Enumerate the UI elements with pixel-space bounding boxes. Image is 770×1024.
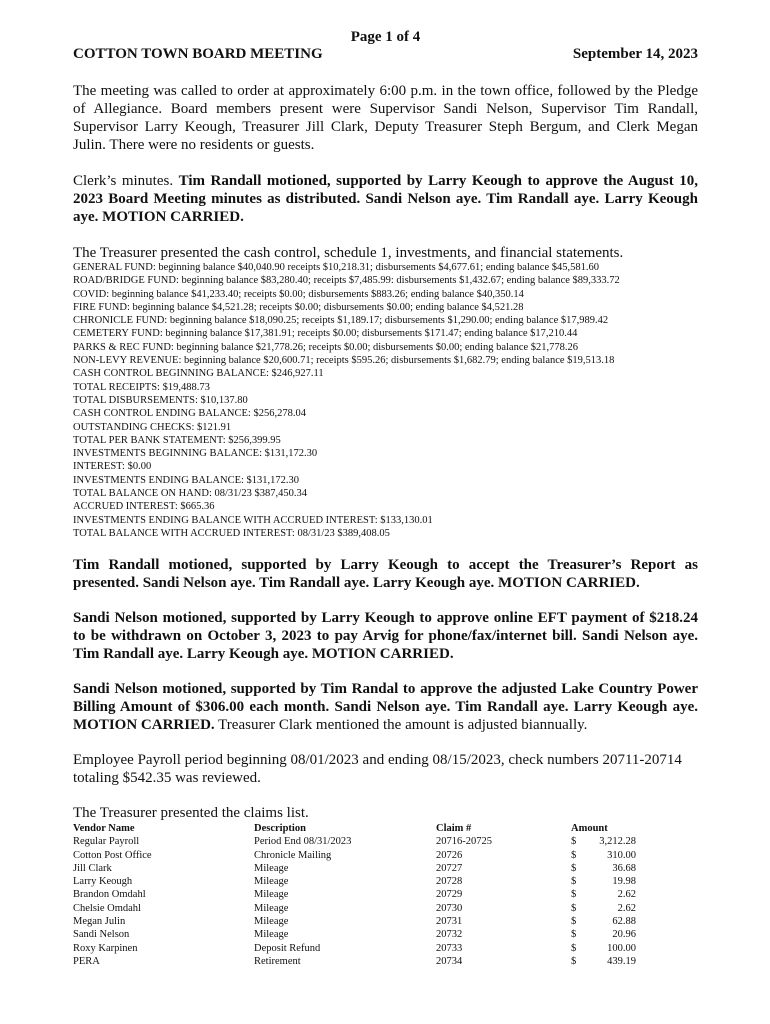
financial-line: FIRE FUND: beginning balance $4,521.28; receipts $0.00; disbursements $0.00; ending balance $4,521.28 xyxy=(73,301,524,313)
financial-summary xyxy=(73,261,723,540)
amount-cell xyxy=(571,902,641,915)
table-row xyxy=(73,849,641,862)
amount-value: 3,212.28 xyxy=(599,836,636,848)
description-cell: Mileage xyxy=(254,929,289,941)
claim-number-cell: 20729 xyxy=(436,889,463,901)
amount-cell xyxy=(571,862,641,875)
financial-line: CHRONICLE FUND: beginning balance $18,090.25; receipts $1,189.17; disbursements $1,290.00; ending balance $17,989.42 xyxy=(73,315,609,327)
vendor-cell: Sandi Nelson xyxy=(73,929,130,941)
claims-intro: The Treasurer presented the claims list. xyxy=(73,805,309,821)
financial-line: ROAD/BRIDGE FUND: beginning balance $83,280.40; receipts $7,485.99: disbursements $1,432.67; ending balance $89,333.72 xyxy=(73,275,620,287)
meeting-date: September 14, 2023 xyxy=(572,46,698,62)
description-cell: Mileage xyxy=(254,916,289,928)
claim-number-cell: 20726 xyxy=(436,849,463,861)
motion-eft-payment: Sandi Nelson motioned, supported by Larry Keough to approve online EFT payment of $218.24 to be withdrawn on October 3, 2023 to pay Arvig for phone/fax/internet bill. Sandi Nelson aye. Tim Randall aye. Larry Keough aye. MOTION CARRIED. xyxy=(73,610,698,662)
motion-power-note: Treasurer Clark mentioned the amount is adjusted biannually. xyxy=(214,717,588,733)
vendor-cell: Chelsie Omdahl xyxy=(73,902,141,914)
vendor-cell: Megan Julin xyxy=(73,916,126,928)
table-row xyxy=(73,862,641,875)
financial-line: PARKS & REC FUND: beginning balance $21,778.26; receipts $0.00; disbursements $0.00; ending balance $21,778.26 xyxy=(73,341,579,353)
financial-line: CASH CONTROL ENDING BALANCE: $256,278.04 xyxy=(73,408,306,420)
claim-number-cell: 20730 xyxy=(436,902,463,914)
financial-line: INVESTMENTS ENDING BALANCE WITH ACCRUED INTEREST: $133,130.01 xyxy=(73,514,433,526)
description-cell: Mileage xyxy=(254,876,289,888)
description-cell: Chronicle Mailing xyxy=(254,849,332,861)
currency-symbol: $ xyxy=(571,916,577,928)
table-row xyxy=(73,942,641,955)
claim-number-cell: 20728 xyxy=(436,876,463,888)
currency-symbol: $ xyxy=(571,836,577,848)
financial-line: INVESTMENTS ENDING BALANCE: $131,172.30 xyxy=(73,474,300,486)
minutes-motion: Tim Randall motioned, supported by Larry Keough to approve the August 10, 2023 Board Meeting minutes as distributed. Sandi Nelson aye. Tim Randall aye. Larry Keough aye. MOTION CARRIED. xyxy=(73,173,699,225)
financial-line: ACCRUED INTEREST: $665.36 xyxy=(73,501,215,513)
vendor-cell: Larry Keough xyxy=(73,876,133,888)
vendor-cell: Cotton Post Office xyxy=(73,849,152,861)
amount-cell xyxy=(571,915,641,928)
claim-number-cell: 20732 xyxy=(436,929,463,941)
claim-number-cell: 20731 xyxy=(436,916,463,928)
financial-line: CEMETERY FUND: beginning balance $17,381.91; receipts $0.00; disbursements $171.47; ending balance $17,210.44 xyxy=(73,328,578,340)
col-header-vendor: Vendor Name xyxy=(73,823,135,834)
table-row xyxy=(73,835,641,848)
financial-line: CASH CONTROL BEGINNING BALANCE: $246,927.11 xyxy=(73,368,324,380)
currency-symbol: $ xyxy=(571,862,577,874)
financial-line: OUTSTANDING CHECKS: $121.91 xyxy=(73,421,232,433)
claims-body xyxy=(73,835,641,968)
table-row xyxy=(73,888,641,901)
financial-line: INVESTMENTS BEGINNING BALANCE: $131,172.30 xyxy=(73,448,318,460)
amount-cell xyxy=(571,942,641,955)
motion-power-billing: Sandi Nelson motioned, supported by Tim Randal to approve the adjusted Lake Country Power Billing Amount of $306.00 each month. Sandi Nelson aye. Tim Randall aye. Larry Keough aye. MOTION CARRIED. xyxy=(73,681,698,733)
description-cell: Deposit Refund xyxy=(254,942,321,954)
claim-number-cell: 20734 xyxy=(436,955,463,967)
table-row xyxy=(73,875,641,888)
amount-cell xyxy=(571,835,641,848)
amount-value: 439.19 xyxy=(607,955,636,967)
financial-line: GENERAL FUND: beginning balance $40,040.90 receipts $10,218.31; disbursements $4,677.61; ending balance $45,581.60 xyxy=(73,262,599,273)
description-cell: Period End 08/31/2023 xyxy=(254,836,352,848)
currency-symbol: $ xyxy=(571,876,577,888)
currency-symbol: $ xyxy=(571,902,577,914)
currency-symbol: $ xyxy=(571,942,577,954)
col-header-amount: Amount xyxy=(571,823,608,834)
currency-symbol: $ xyxy=(571,955,577,967)
table-row xyxy=(73,955,641,968)
motion-treasurer-report: Tim Randall motioned, supported by Larry Keough to accept the Treasurer’s Report as presented. Sandi Nelson aye. Tim Randall aye. Larry Keough aye. MOTION CARRIED. xyxy=(73,557,698,591)
minutes-paragraph xyxy=(73,172,698,226)
financial-line: COVID: beginning balance $41,233.40; receipts $0.00; disbursements $883.26; ending balance $40,350.14 xyxy=(73,288,524,300)
page-number: Page 1 of 4 xyxy=(350,29,421,45)
financial-line: TOTAL RECEIPTS: $19,488.73 xyxy=(73,381,210,393)
amount-value: 310.00 xyxy=(607,849,636,861)
currency-symbol: $ xyxy=(571,889,577,901)
minutes-lead: Clerk’s minutes. xyxy=(73,173,179,189)
claims-header-row xyxy=(73,822,641,835)
table-row xyxy=(73,902,641,915)
vendor-cell: Brandon Omdahl xyxy=(73,889,146,901)
amount-value: 20.96 xyxy=(612,929,636,941)
meeting-title: COTTON TOWN BOARD MEETING xyxy=(73,46,323,62)
financial-line: TOTAL DISBURSEMENTS: $10,137.80 xyxy=(73,394,248,406)
amount-value: 36.68 xyxy=(612,862,636,874)
amount-value: 2.62 xyxy=(617,902,636,914)
description-cell: Mileage xyxy=(254,889,289,901)
currency-symbol: $ xyxy=(571,929,577,941)
col-header-description: Description xyxy=(254,823,306,834)
vendor-cell: Regular Payroll xyxy=(73,836,140,848)
amount-value: 100.00 xyxy=(607,942,636,954)
intro-paragraph: The meeting was called to order at approximately 6:00 p.m. in the town office, followed by the Pledge of Allegiance. Board members present were Supervisor Sandi Nelson, Supervisor Tim Randall, Supervisor Larry Keough, Treasurer Jill Clark, Deputy Treasurer Steph Bergum, and Clerk Megan Julin. There were no residents or guests. xyxy=(73,83,698,153)
financial-line: NON-LEVY REVENUE: beginning balance $20,600.71; receipts $595.26; disbursements $1,682.79; ending balance $19,513.18 xyxy=(73,355,615,367)
amount-cell xyxy=(571,888,641,901)
description-cell: Mileage xyxy=(254,902,289,914)
amount-value: 2.62 xyxy=(617,889,636,901)
col-header-claim: Claim # xyxy=(436,823,472,834)
amount-cell xyxy=(571,928,641,941)
table-row xyxy=(73,915,641,928)
amount-value: 19.98 xyxy=(612,876,636,888)
description-cell: Mileage xyxy=(254,862,289,874)
table-row xyxy=(73,928,641,941)
claims-table xyxy=(73,822,641,968)
financial-line: TOTAL BALANCE ON HAND: 08/31/23 $387,450.34 xyxy=(73,488,307,500)
amount-cell xyxy=(571,955,641,968)
claim-number-cell: 20716-20725 xyxy=(436,836,492,848)
amount-value: 62.88 xyxy=(612,916,636,928)
claim-number-cell: 20733 xyxy=(436,942,463,954)
payroll-paragraph: Employee Payroll period beginning 08/01/2023 and ending 08/15/2023, check numbers 20711-20714 totaling $542.35 was reviewed. xyxy=(73,752,682,786)
financial-line: TOTAL BALANCE WITH ACCRUED INTEREST: 08/31/23 $389,408.05 xyxy=(73,527,390,539)
financial-line: TOTAL PER BANK STATEMENT: $256,399.95 xyxy=(73,434,281,446)
vendor-cell: Roxy Karpinen xyxy=(73,942,138,954)
motion-power-paragraph xyxy=(73,680,698,734)
currency-symbol: $ xyxy=(571,849,577,861)
amount-cell xyxy=(571,875,641,888)
financial-line: INTEREST: $0.00 xyxy=(73,461,152,473)
treasurer-intro: The Treasurer presented the cash control, schedule 1, investments, and financial statements. xyxy=(73,245,624,261)
vendor-cell: Jill Clark xyxy=(73,862,112,874)
claim-number-cell: 20727 xyxy=(436,862,463,874)
amount-cell xyxy=(571,849,641,862)
description-cell: Retirement xyxy=(254,955,301,967)
vendor-cell: PERA xyxy=(73,955,100,967)
